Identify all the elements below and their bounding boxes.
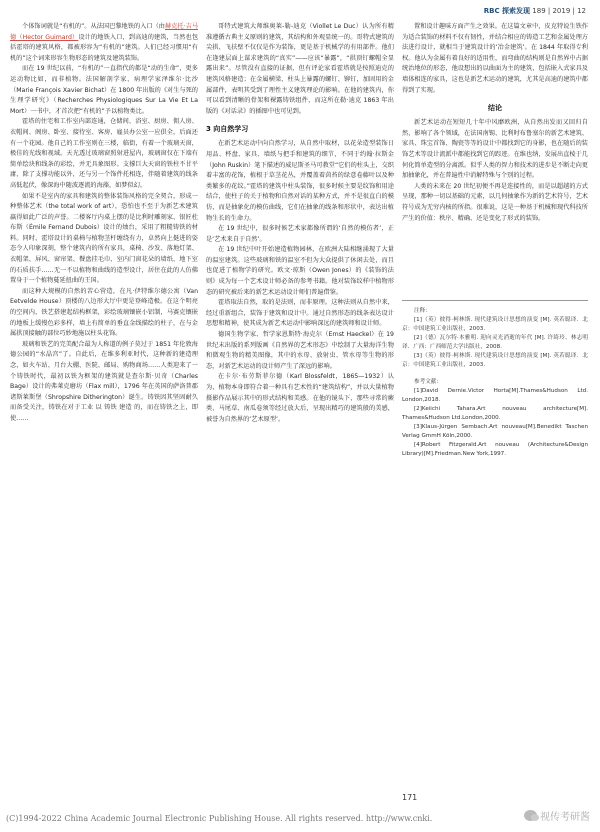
- reference-item: [3]Klaus-Jürgen Sembach.Art nouveau[M].Benedikt Taschen Verlag GmmH Köln,2000.: [402, 424, 588, 440]
- notes-heading: 注释：: [414, 308, 431, 315]
- wechat-icon: [524, 810, 537, 821]
- paragraph: 而在 19 世纪以前，“有机的”一直指代的都是“动的生命”，更多运动物比如，而非植物。法国解剖学家、病理学家泽维尔·比沙（Marie François Xavier Bichat）在 1800 年出版的《对生与死的生理学研究》（Recherches Physiologiques Sur La Vie Et La Mort）一书中，才首次把“有机的”予以植物类比。: [10, 65, 198, 115]
- paragraph: 在新艺术运动中向自然学习，从自然中取材，以花朵造型装饰日用品、杯盘、家具、墙纸与把手和建筑的细节，不同于约翰·拉斯金（John Ruskin）笔下描述的威尼斯圣马可教堂“它们的柱头上，交织着丰富的花饰，植根于草茎花丛，并覆盖着茵苔的绿意卷藤叶以及种类繁多的花纹。”霍塔的建筑中柱头装饰，很多时候主要是纹饰和用途结合，使柱子的关于植物和自然对话的某种方式，并不是很直白的模仿，而是抽象化的模仿曲线，它们在抽象的线条和形状中，表达出植物生长的生命力。: [206, 140, 394, 222]
- issue-info: 189 | 2019 | 12: [532, 7, 586, 15]
- paragraph: 人类的未来在 20 世纪初便不再是连接性的，而是以超越的方式呈现，那种一切以基础的元素，以几何抽象作为新的艺术符号，艺术符号成为无穷内核的所指。很难说，这是一种基于机械和现代科技所产生的价值：秩序、精确、还是变化了形式的装饰。: [402, 182, 588, 222]
- paragraph: 在卡尔·布劳斯菲尔德（Karl Blossfeldt，1865—1932）认为，植物本身即符合着一种具有艺术性的“建筑结构”，并以大量植物摄影作品展示其中的形式结构和美感。在他的镜头下，那些寻常的蕨类、马尾草、南瓜卷须等经过放大后，呈现出精巧的建筑般的美感，被誉为自然界的‘艺术原型’。: [206, 373, 394, 423]
- paragraph: 哥特式建筑大师维奥莱-勒-迪克（Viollet Le Duc）认为所有精准遵循古典主义原则的建筑，其结构和外观显统一的。哥特式建筑的尖拱、飞扶壁不仅仅是作为装饰，更是基于机械学的有用部件。他们在逢建层面上谋求建筑的“真实”——应该“暴露”，“拱顶钉螺帽全显露出来”。尽管没有直接的证据，但有评论家看霍塔就是按照迪克的建筑风格建造；在金属横梁、柱头上暴露的螺钉、铆钉，加固用的金属部件，表明其受到了理性主义建筑理论的影响。在他的建筑内，你可以看到清晰的骨架和裸露铸铁组件，而这所在勒·迪克 1863 年出版的《对话录》的插图中也可见到。: [206, 23, 394, 115]
- section-heading: 3 向自然学习: [206, 125, 249, 134]
- text-column-1: [10, 22, 198, 425]
- paragraph: 如果不是室内的家具和建筑的整体装饰风格的完全契合，形成一种整体艺术（the total work of art），恐怕也不至于为新艺术建筑赢得如此广泛的声誉。二楼客厅内桌上摆的是比利时雕刻家、银匠杜布斯（Émile Fernand Dubois）设计的烛台，采用了粗糙铸铁的材料。同时，霍塔设计的桌椅与植物茎杆缠绕有力，卓然向上挺进的姿态令人印象深刻，整个建筑内的所有家具，桌椅、沙发、落地灯架、衣帽架、屏风、窗帘架、餐盘挂毛巾、室内门窗花朵的墙纸、地下室的石质扶手……无一不以植物和曲线的造型设计，居住在此的人仿佛置身于一个植物蔓延扭曲的王国。: [10, 192, 198, 285]
- paragraph: 德国生物学家、哲学家恩斯特·海克尔（Ernst Haeckel）在 19 世纪末出版的系列版画《自然界的艺术形态》中绘制了大量海洋生物和微观生物的精美图像，其中的水母、放射虫、管水母等生物的形态，对新艺术运动的设计师产生了深远的影响。: [206, 331, 394, 370]
- text-column-3: [402, 22, 588, 459]
- running-header: [484, 6, 586, 16]
- journal-brand: RBC 探索发现: [483, 7, 531, 15]
- text-column-2: [206, 22, 394, 425]
- note-item: [2]（德）瓦尔特·本雅明. 迎向灵光消逝的年代 [M]. 许绮玲、林志明译．广西：广西师范大学出版社，2008.: [402, 335, 588, 351]
- page-number: 171: [402, 793, 418, 802]
- watermark-text: 视传考研酱: [540, 812, 590, 823]
- paragraph: 在 19 世纪中，很多时候艺术家都像所谓的‘自然的模仿者’，正是‘艺术来自于自然’。: [206, 225, 394, 243]
- paragraph: 新艺术运动在短短几十年中风靡欧洲，从自然出发而又回归自然，影响了各个领域，在法国南锡、比利时布鲁塞尔的新艺术建筑、家具、珠宝首饰、陶瓷等等的设计中都找到它的身影，也在随后的装饰艺术等设计流派中都能找到它的踪迹。在维也纳，发展出直棱于几何化简单造型的分离派。似乎人类的智力和技术的进步是不断走向更加抽象化，并在普遍性中消解特殊与个别的过程。: [402, 119, 588, 180]
- paragraph: 霍塔取法自然，取的是法则，而非原理。这种法则从自然中来，经过重新组合，装饰于建筑和设计中。通过自然形态的线条表达设计思想和精神，使其成为新艺术运动中影响深远的建筑师和设计师。: [206, 299, 394, 328]
- note-item: [1]（英）彼得·柯林斯. 现代建筑设计思想的演变 [M]. 英若聪译．北京：中国建筑工业出版社，2003.: [402, 317, 588, 333]
- reference-item: [4]Robert Fitzgerald.Art nouveau (Architecture&Design Library)[M].Friedman.New York,1997.: [402, 442, 588, 458]
- reference-item: [2]Keiichi Tahara.Art nouveau architecture[M]. Thames&Hudson Ltd.London,2000.: [402, 406, 588, 422]
- watermark: [524, 808, 590, 823]
- paragraph: 在 19 世纪中叶开始建造植物园林，在欧洲大陆相继涌现了大量的温室建筑。这些玻璃和铁的温室不但为大众提供了休闲去处，而且也促进了植物学的研究。欧文·琼斯（Owen Jones）的《装饰的法则》成为每一个艺术设计师必备的参考书籍。他对装饰纹样中植物形态的研究被后来的新艺术运动设计师们普遍借鉴。: [206, 246, 394, 296]
- paragraph: 霍塔的住宅和工作室内部连通，仓储间、浴室、厨房、佣人房、衣帽间、阁房、卧室、接待室、客房、雇员办公室一应俱全，后面还有一个花园。他自己的工作室则在三楼，临街，有着一个玻璃天窗，极佳的光线和视域。天光透过玻璃窗照射进屋内，玻璃窗仅在下端有简单绘块和线条的彩绘，并无具象图形。支撑巨大天窗的铁柱不甘平庸，除了支撑功能以外，还与另一个饰件托相连，伴随着建筑的线条高低起伏，像深海中随波逐流的海藻，如梦似幻。: [10, 118, 198, 189]
- reference-item: [1]David Dernie.Victor Horta[M].Thames&Hudson Ltd. London,2018.: [402, 388, 588, 404]
- paragraph: 玻璃和铁艺的完美配合最为人称道的例子莫过于 1851 年伦敦海德公园的“水晶宫”了。自此后，在维多利亚时代，这种新的建造理念，如火车站、月台大棚、医院、邮局、购物商场……人类迎来了一个铸铁时代，最初以铁为框架的建筑就是查尔斯·贝奇（Charles Bage）设计的弗莱克磨坊（Flax mill），1796 年在英国的萨洛普郡诸斯莱斯堡（Shropshire Ditherington）诞生。铸铁因其坚固耐久而备受关注，铸铁在对于工业 以 铸铁 建造 的，而在铸铁之上，即使……: [10, 340, 198, 422]
- references-heading: 参考文献：: [414, 379, 442, 386]
- paragraph: 置和设计趣味方面产生之效果。在这篇文章中，皮克特说生铁作为适合装饰的材料不仅有韧性，并结合相应的铸造工艺和金属处理方法进行设计，就相当于建筑设计的‘冶金建筑’。在 1844 年取得专利权。他认为金属有着良好的适用性，而弯曲的结构则是自然界中占据统治地位的形态，他设想出的以曲面为主的建筑，包括嵌入式家具及墙体相连的家具，这也是新艺术运动的建筑，尤其是高迪的建筑中都得到了实现。: [402, 23, 588, 94]
- notes-divider: [402, 300, 588, 301]
- paragraph: 个体饰词就是“有机的”。从法国巴黎地铁的入口（由赫克托·吉马德（Hector Guimard）设计的地铁入口，到高迪的建筑，当然也包括霍塔的建筑风格，都被形容为“有机的”建筑。人们已经习惯用“有机的”这个词来形容生物形态的建筑及建筑装饰。: [10, 23, 199, 62]
- note-item: [3]（英）彼得·柯林斯. 现代建筑设计思想的演变 [M]. 英若聪译．北京：中国建筑工业出版社，2003.: [402, 353, 588, 369]
- conclusion-heading: 结论: [488, 104, 502, 113]
- copyright-footer: (C)1994-2022 China Academic Journal Electronic Publishing House. All rights reserved. http://www.cnki.: [6, 814, 433, 823]
- paragraph: 而这种大规模的自然的苦心营造，在凡·伊特维尔德公寓（Van Eetvelde House）顶楼的八边形大厅中更是登峰造极。在这个明亮的空间内，铁艺搭建起结构框架，彩绘玻璃镶嵌小铝制，马赛克镶嵌的地板上缓慢色彩多样，墙上有简单的垂直金线描绘的柱子，在与金属拱顶接触的部位巧妙地施以柱头花饰。: [10, 287, 198, 338]
